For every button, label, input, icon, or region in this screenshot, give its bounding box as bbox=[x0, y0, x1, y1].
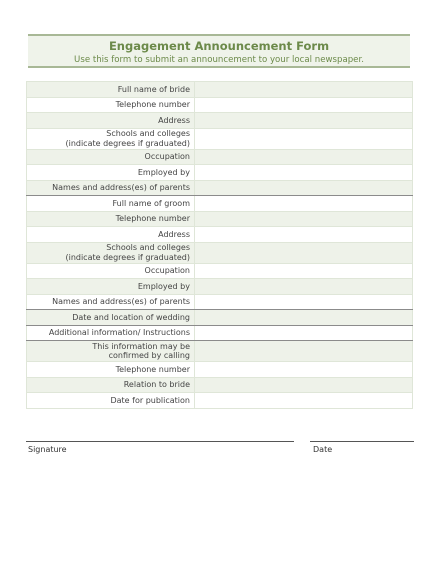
field-input[interactable] bbox=[195, 149, 413, 165]
field-label: Names and address(es) of parents bbox=[27, 180, 195, 196]
field-label: Occupation bbox=[27, 263, 195, 279]
form-row bbox=[27, 377, 413, 393]
form-subtitle: Use this form to submit an announcement to your local newspaper. bbox=[74, 55, 364, 65]
field-label: Full name of bride bbox=[27, 82, 195, 98]
field-input[interactable] bbox=[195, 180, 413, 196]
field-label: Schools and colleges (indicate degrees if graduated) bbox=[27, 242, 195, 263]
field-input[interactable] bbox=[195, 393, 413, 409]
form-row bbox=[27, 325, 413, 341]
form-row bbox=[27, 82, 413, 98]
form-title: Engagement Announcement Form bbox=[108, 39, 330, 53]
field-label: Additional information/ Instructions bbox=[27, 325, 195, 341]
field-input[interactable] bbox=[195, 165, 413, 181]
form-row bbox=[27, 149, 413, 165]
form-row bbox=[27, 97, 413, 113]
field-input[interactable] bbox=[195, 279, 413, 295]
field-label: Employed by bbox=[27, 279, 195, 295]
form-row bbox=[27, 263, 413, 279]
field-input[interactable] bbox=[195, 310, 413, 326]
form-row bbox=[27, 362, 413, 378]
form-row bbox=[27, 279, 413, 295]
field-input[interactable] bbox=[195, 82, 413, 98]
field-label: Relation to bride bbox=[27, 377, 195, 393]
announcement-form-table bbox=[26, 81, 413, 409]
field-label: Telephone number bbox=[27, 97, 195, 113]
date-label: Date bbox=[313, 445, 333, 454]
signature-label: Signature bbox=[28, 445, 67, 454]
field-input[interactable] bbox=[195, 196, 413, 212]
signature-line[interactable] bbox=[26, 441, 294, 442]
field-label: Occupation bbox=[27, 149, 195, 165]
form-row bbox=[27, 196, 413, 212]
field-label: Telephone number bbox=[27, 211, 195, 227]
date-line[interactable] bbox=[310, 441, 414, 442]
field-input[interactable] bbox=[195, 294, 413, 310]
field-input[interactable] bbox=[195, 362, 413, 378]
field-input[interactable] bbox=[195, 325, 413, 341]
field-input[interactable] bbox=[195, 242, 413, 263]
field-input[interactable] bbox=[195, 113, 413, 129]
field-label: Date for publication bbox=[27, 393, 195, 409]
field-input[interactable] bbox=[195, 341, 413, 362]
form-row bbox=[27, 180, 413, 196]
field-label: Address bbox=[27, 113, 195, 129]
field-input[interactable] bbox=[195, 128, 413, 149]
form-header bbox=[28, 34, 410, 68]
form-row bbox=[27, 211, 413, 227]
field-input[interactable] bbox=[195, 263, 413, 279]
field-input[interactable] bbox=[195, 97, 413, 113]
form-row bbox=[27, 294, 413, 310]
form-row bbox=[27, 341, 413, 362]
form-row bbox=[27, 113, 413, 129]
field-label: Employed by bbox=[27, 165, 195, 181]
form-row bbox=[27, 165, 413, 181]
form-row bbox=[27, 128, 413, 149]
field-label: Full name of groom bbox=[27, 196, 195, 212]
field-input[interactable] bbox=[195, 227, 413, 243]
form-row bbox=[27, 393, 413, 409]
field-label: Names and address(es) of parents bbox=[27, 294, 195, 310]
form-row bbox=[27, 227, 413, 243]
field-label: This information may be confirmed by calling bbox=[27, 341, 195, 362]
field-label: Address bbox=[27, 227, 195, 243]
field-label: Date and location of wedding bbox=[27, 310, 195, 326]
field-label: Telephone number bbox=[27, 362, 195, 378]
form-row bbox=[27, 310, 413, 326]
field-input[interactable] bbox=[195, 377, 413, 393]
form-row bbox=[27, 242, 413, 263]
field-input[interactable] bbox=[195, 211, 413, 227]
field-label: Schools and colleges (indicate degrees if graduated) bbox=[27, 128, 195, 149]
